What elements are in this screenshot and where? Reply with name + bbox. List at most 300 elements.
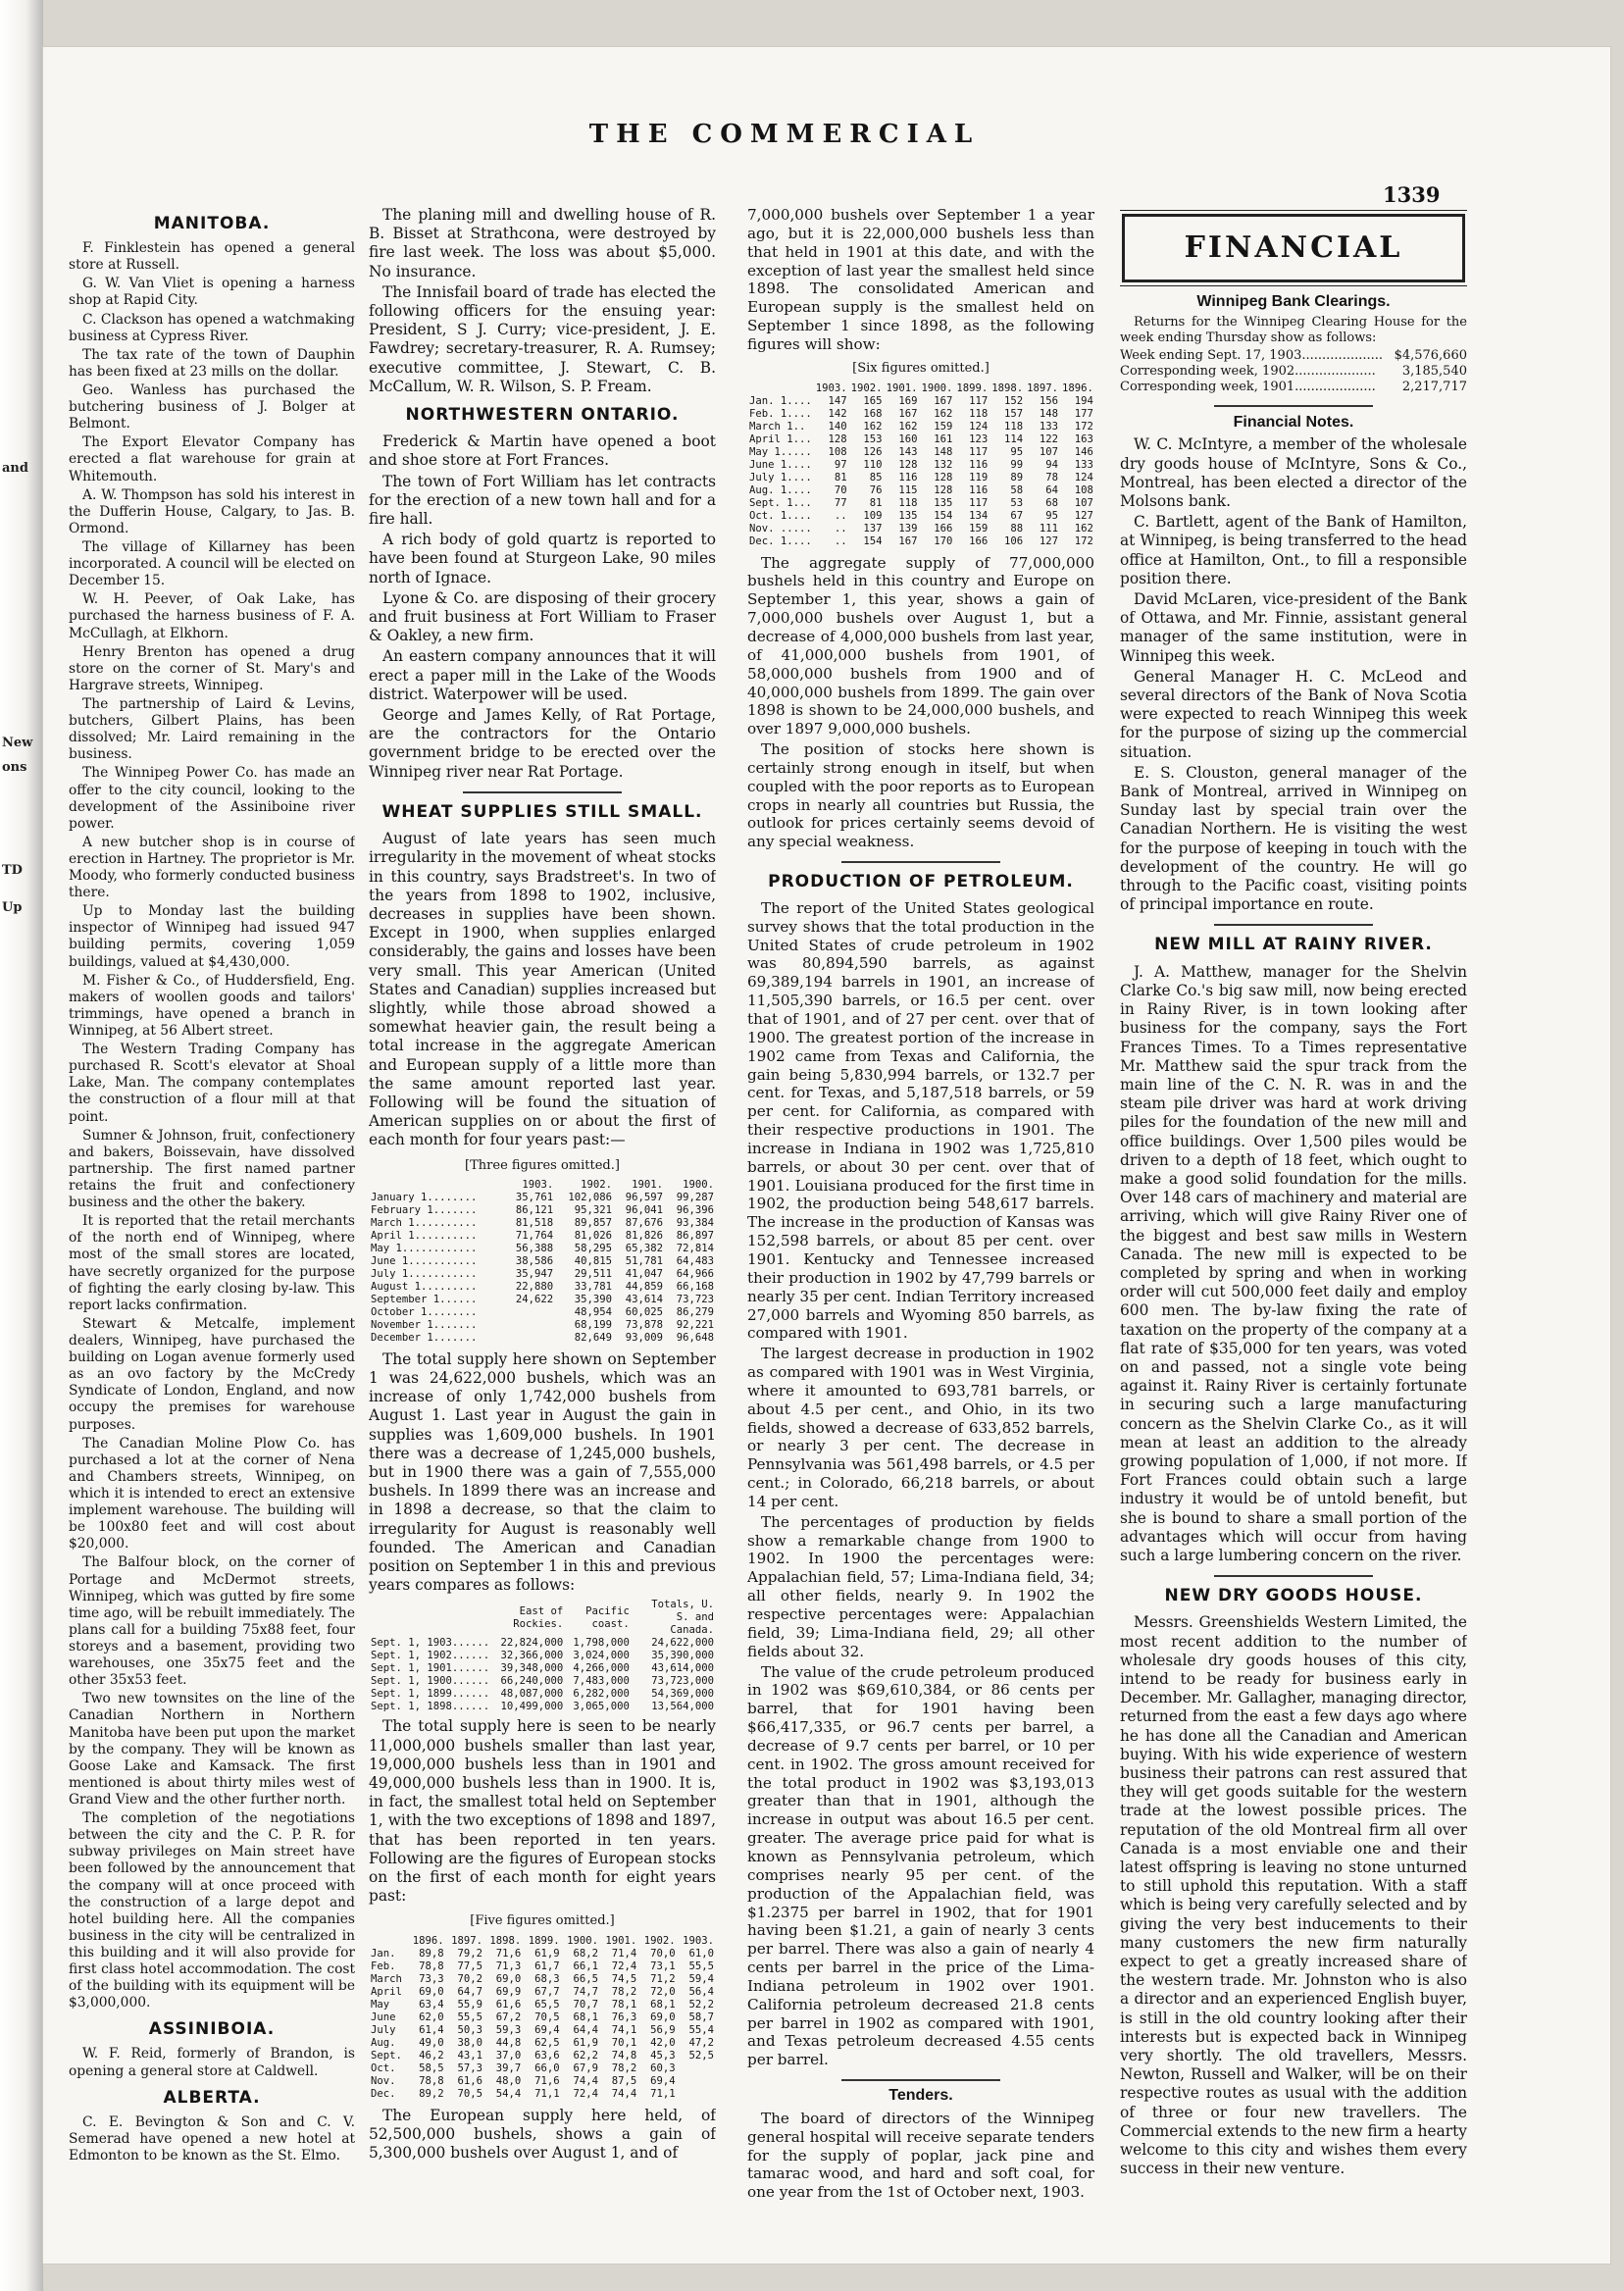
table-cell: .. (834, 522, 847, 535)
table-cell: 71,2 (650, 1972, 676, 1985)
column-header: 1898. (991, 382, 1024, 394)
table-row (369, 1319, 716, 1332)
news-item: The aggregate supply of 77,000,000 bushels held in this country and Europe on September 1, this year, shows a gain of 7,000,000 bushels over August 1, but a decrease of 4,000,000 bushels from last year, of 41,000,000 bushels from 1901, of 58,000,000 bushels from 1900 and of 40,000,000 bushels from 1899. The gain over 1898 is shown to be 24,000,000 bushels, and over 1897 9,000,000 bushels. (747, 553, 1094, 738)
table-cell: 61,4 (419, 2023, 444, 2036)
column-header: 1897. (1027, 382, 1059, 394)
news-item: The Canadian Moline Plow Co. has purchased a lot at the corner of Nena and Chambers streets, Winnipeg, on which it is intended to erect an extensive implement warehouse. The building will be 100x80 feet and will cost about $20,000. (69, 1435, 355, 1553)
table-cell: 35,947 (515, 1267, 554, 1280)
news-item: The Balfour block, on the corner of Portage and McDermot streets, Winnipeg, which was gutted by fire some time ago, will be rebuilt immediately. The plans call for a building 75x88 feet, four storeys and a basement, providing two warehouses, one 35x75 feet and the other 35x53 feet. (69, 1554, 355, 1689)
table-cell: 69,0 (650, 2011, 676, 2023)
news-item: It is reported that the retail merchants of the north end of Winnipeg, where most of the small stores are located, have secretly organized for the purpose of fighting the early closing by-law. This report lacks confirmation. (69, 1213, 355, 1313)
table-header-row (369, 1179, 716, 1192)
table-cell: 153 (863, 433, 883, 445)
news-item: An eastern company announces that it will erect a paper mill in the Lake of the Woods district. Waterpower will be used. (369, 647, 716, 703)
column-header: 1896. (1062, 382, 1093, 394)
table-cell: 135 (898, 509, 918, 522)
table-cell: Sept. 1, 1901...... (371, 1662, 490, 1675)
table-row (747, 497, 1094, 510)
table-cell: 69,4 (534, 2023, 560, 2036)
table-cell: 54,4 (495, 2087, 522, 2100)
table-cell: 22,880 (515, 1280, 554, 1293)
table-cell: 58,5 (419, 2062, 444, 2074)
bank-clearings-heading: Winnipeg Bank Clearings. (1196, 293, 1391, 310)
table-cell: 167 (934, 394, 953, 407)
table-cell: 24,622,000 (651, 1637, 714, 1650)
table-cell: 70,5 (457, 2087, 482, 2100)
northwestern-ontario-items (369, 433, 716, 782)
table-cell: 3,024,000 (573, 1650, 630, 1662)
news-item: W. H. Peever, of Oak Lake, has purchased the harness business of F. A. McCullagh, at Elkhorn. (69, 591, 355, 641)
news-item: E. S. Clouston, general manager of the Bank of Montreal, arrived in Winnipeg on Sunday last by special train over the Canadian Northern. He is visiting the west for the purpose of keeping in touch with the development of the country. He will go through to the Pacific coast, visiting points of principal importance en route. (1120, 763, 1467, 914)
table-cell: 55,9 (457, 1998, 482, 2011)
masthead: THE COMMERCIAL (588, 120, 981, 149)
table-cell: 67 (1010, 509, 1024, 522)
table-cell: 116 (898, 471, 918, 484)
table-cell: 68,199 (574, 1318, 613, 1331)
column-header: 1902. (850, 382, 883, 394)
table-cell: July 1........... (371, 1267, 478, 1280)
table-cell (504, 1319, 555, 1332)
table-cell: 61,9 (573, 2036, 598, 2049)
table-cell: 70 (834, 484, 847, 496)
column-header: 1903. (815, 382, 847, 394)
news-item: The Western Trading Company has purchased R. Scott's elevator at Shoal Lake, Man. The company contemplates the construction of a flour mill at that point. (69, 1042, 355, 1125)
table-cell: 172 (1074, 420, 1093, 433)
table-cell: May 1............ (371, 1242, 478, 1254)
table-cell: 69,9 (495, 1985, 522, 1998)
news-item: The Innisfail board of trade has elected the following officers for the ensuing year: President, S J. Curry; vice-president, J. E. Fawdrey; secretary-treasurer, R. A. Rumsey; executive committee, J. Stewart, C. B. McCallum, W. R. Wilson, S. P. Fream. (369, 282, 716, 395)
table-cell: July 1.... (749, 471, 812, 484)
table-cell: 64,4 (573, 2023, 598, 2036)
table-cell: Aug. (371, 2036, 396, 2049)
table-cell: 81 (834, 471, 847, 484)
table-row (747, 484, 1094, 497)
table-cell: 73,723 (676, 1293, 714, 1305)
table-cell: 32,366,000 (500, 1650, 564, 1662)
table-cell: 99 (1010, 458, 1024, 471)
table-cell: 66,240,000 (500, 1675, 564, 1688)
page-number: 1339 (1383, 182, 1441, 207)
table-cell: 60,025 (625, 1305, 663, 1318)
table-cell: April 1... (749, 433, 812, 445)
table-cell: Jan. 1.... (749, 394, 812, 407)
table-cell: 53 (1010, 496, 1024, 509)
news-item: A. W. Thompson has sold his interest in the Dufferin House, Calgary, to Jas. B. Ormond. (69, 486, 355, 536)
clearings-row: Week ending Sept. 17, 1903.................... $4,576,660 (1120, 348, 1467, 364)
table-title: [Three figures omitted.] (465, 1157, 620, 1173)
table-cell: 71,1 (650, 2087, 676, 2100)
table-cell: 111 (1039, 522, 1059, 535)
table-cell: 127 (1074, 509, 1093, 522)
table-cell: Jan. (371, 1947, 396, 1960)
news-item: The Export Elevator Company has erected a flat warehouse for grain at Whitemouth. (69, 434, 355, 484)
table-cell: 47,2 (688, 2036, 714, 2049)
wheat-mid: The total supply here shown on September 1 was 24,622,000 bushels, which was an increase of only 1,742,000 bushels from August 1. Last year in August the gain in supplies was 1,609,000 bushels. In 1901 there was a decrease of 1,245,000 bushels, but in 1900 there was a gain of 7,555,000 bushels. In 1899 there was an increase and in 1898 a decrease, so that the claim to irregularity for August is reasonably well founded. The American and Canadian position on September 1 in this and previous years compares as follows: (369, 1349, 716, 1595)
table-cell: 99,287 (676, 1191, 714, 1203)
news-item: M. Fisher & Co., of Huddersfield, Eng. makers of woollen goods and tailors' trimmings, have opened a branch in Winnipeg, at 56 Albert street. (69, 972, 355, 1040)
table-cell: 78,8 (419, 1960, 444, 1972)
table-cell: 64 (1045, 484, 1059, 496)
table-cell: 61,6 (457, 2074, 482, 2087)
table-row (369, 1192, 716, 1204)
table-cell: 88 (1010, 522, 1024, 535)
table-row (369, 2075, 716, 2088)
assiniboia-items (69, 2046, 355, 2079)
table-cell: May (371, 1998, 390, 2011)
news-item: G. W. Van Vliet is opening a harness shop at Rapid City. (69, 276, 355, 309)
table-cell: 61,9 (534, 1947, 560, 1960)
table-cell: 134 (969, 509, 989, 522)
table-cell: 35,390,000 (651, 1650, 714, 1662)
table-row (369, 1637, 716, 1650)
table-cell: 38,0 (457, 2036, 482, 2049)
news-item: The town of Fort William has let contracts for the erection of a new town hall and for a fire hall. (369, 472, 716, 529)
column-2-top-items (369, 206, 716, 396)
table-cell: 61,7 (534, 1960, 560, 1972)
table-cell: 60,3 (650, 2062, 676, 2074)
table-cell: 95,321 (574, 1203, 613, 1216)
table-cell: 170 (934, 535, 953, 547)
table-cell: 162 (898, 420, 918, 433)
table-cell: 117 (969, 445, 989, 458)
table-cell: 39,7 (495, 2062, 522, 2074)
news-item: Henry Brenton has opened a drug store on the corner of St. Mary's and Hargrave streets, Winnipeg. (69, 643, 355, 693)
table-cell: 116 (969, 458, 989, 471)
news-item: A new butcher shop is in course of erection in Hartney. The proprietor is Mr. Moody, who formerly conducted business there. (69, 834, 355, 901)
table-cell: Aug. 1.... (749, 484, 812, 496)
table-cell: Feb. (371, 1960, 396, 1972)
table-cell: Sept. 1... (749, 496, 812, 509)
table-row (747, 446, 1094, 459)
table-cell: 56,388 (515, 1242, 554, 1254)
column-header: Pacific coast. (585, 1604, 630, 1630)
table-cell: June 1........... (371, 1254, 478, 1267)
article-heading-wheat: WHEAT SUPPLIES STILL SMALL. (381, 801, 703, 822)
table-header-row (747, 382, 1094, 395)
table-row (369, 1230, 716, 1243)
table-row (369, 1243, 716, 1255)
table-cell: 56,9 (650, 2023, 676, 2036)
tenders-text: The board of directors of the Winnipeg general hospital will receive separate tenders for the supply of poplar, jack pine and tamarac wood, and hard and soft coal, for one year from the 1st of October next, 1903. (747, 2109, 1094, 2202)
table-cell: 48,0 (495, 2074, 522, 2087)
table-cell: 61,0 (688, 1947, 714, 1960)
column-2 (369, 206, 716, 2236)
table-cell: 133 (1039, 420, 1059, 433)
strip-text: New (2, 736, 33, 750)
table-cell: 93,009 (625, 1331, 663, 1344)
table-cell: Sept. (371, 2049, 402, 2062)
table-row (369, 1281, 716, 1294)
table-cell: 66,0 (534, 2062, 560, 2074)
table-cell: 64,7 (457, 1985, 482, 1998)
table-cell: 58,295 (574, 1242, 613, 1254)
table-cell: 42,0 (650, 2036, 676, 2049)
table-row (369, 2011, 716, 2024)
table-cell: 118 (1003, 420, 1024, 433)
table-cell: 71,4 (611, 1947, 637, 1960)
table-cell: 46,2 (419, 2049, 444, 2062)
table-cell: 140 (828, 420, 847, 433)
news-item: Stewart & Metcalfe, implement dealers, Winnipeg, have purchased the building on Logan avenue formerly used as an ovo factory by the McCredy Syndicate of London, England, and now occupy the premises for warehouse purposes. (69, 1315, 355, 1433)
column-3 (747, 206, 1094, 2226)
table-header-row (369, 1935, 716, 1948)
table-cell: 72,814 (676, 1242, 714, 1254)
table-cell: 78 (1045, 471, 1059, 484)
table-row (747, 421, 1094, 433)
table-row (369, 1960, 716, 1973)
table-row (369, 1204, 716, 1217)
table-cell: Sept. 1, 1900...... (371, 1675, 490, 1688)
table-cell: Sept. 1, 1898...... (371, 1701, 490, 1713)
news-item: The completion of the negotiations between the city and the C. P. R. for subway privileges on Main street have been followed by the announcement that the company will at once proceed with the construction of a large depot and hotel building here. All the companies business in the city will be centralized in this building and it will also provide for first class hotel accommodation. The cost of the building with its equipment will be $3,000,000. (69, 1810, 355, 2011)
table-cell: 124 (969, 420, 989, 433)
table-cell: 74,7 (573, 1985, 598, 1998)
column-4 (1120, 206, 1467, 2236)
table-cell: Feb. 1.... (749, 407, 812, 420)
table-cell: 4,266,000 (573, 1662, 630, 1675)
table-cell: 73,1 (650, 1960, 676, 1972)
column-header: 1901. (605, 1934, 637, 1947)
table-cell: 55,4 (688, 2023, 714, 2036)
table-cell: 45,3 (650, 2049, 676, 2062)
table-cell: 52,2 (688, 1998, 714, 2011)
table-cell: 92,221 (676, 1318, 714, 1331)
column-header: 1899. (956, 382, 989, 394)
table-cell: 66,1 (573, 1960, 598, 1972)
table-cell: Oct. (371, 2062, 396, 2074)
table-cell: 74,1 (611, 2023, 637, 2036)
table-cell: 37,0 (495, 2049, 522, 2062)
column-header: East of Rockies. (513, 1604, 564, 1630)
news-item: A rich body of gold quartz is reported to have been found at Sturgeon Lake, 90 miles north of Ignace. (369, 531, 716, 586)
table-cell: 110 (863, 458, 883, 471)
section-heading-alberta: ALBERTA. (163, 2087, 261, 2108)
news-item: F. Finklestein has opened a general store at Russell. (69, 240, 355, 274)
strip-text: TD (2, 863, 23, 878)
table-cell: November 1....... (371, 1318, 478, 1331)
column-1 (69, 206, 355, 2216)
table-cell: 124 (1074, 471, 1093, 484)
table-cell: 139 (898, 522, 918, 535)
table-cell: 89 (1010, 471, 1024, 484)
table-cell: 86,279 (676, 1305, 714, 1318)
table-cell: Oct. 1.... (749, 509, 812, 522)
table-cell: 167 (898, 407, 918, 420)
table-cell: March 1.. (749, 420, 806, 433)
table-cell: 128 (934, 484, 953, 496)
table-cell: 117 (969, 394, 989, 407)
table-cell: 162 (863, 420, 883, 433)
table-cell: 44,8 (495, 2036, 522, 2049)
table-cell: 65,5 (534, 1998, 560, 2011)
table-cell: 128 (934, 471, 953, 484)
table-cell: 64,483 (676, 1254, 714, 1267)
table-cell: 146 (1074, 445, 1093, 458)
table-cell: 95 (1010, 445, 1024, 458)
table-cell: 69,4 (650, 2074, 676, 2087)
table-cell: Dec. (371, 2087, 396, 2100)
news-item: The percentages of production by fields show a remarkable change from 1900 to 1902. In 1900 the percentages were: Appalachian field, 57; Lima-Indiana field, 34; all other fields, nearly 9. In 1902 the respective percentages were: Appalachian field, 39; Lima-Indiana field, 29; all other fields about 32. (747, 1512, 1094, 1660)
table-cell: 55,5 (457, 2011, 482, 2023)
column-header: 1900. (683, 1178, 714, 1191)
table-cell: 67,2 (495, 2011, 522, 2023)
table-cell: 50,3 (457, 2023, 482, 2036)
table-cell: 87,5 (611, 2074, 637, 2087)
table-cell: 148 (934, 445, 953, 458)
table-cell: 71,6 (495, 1947, 522, 1960)
financial-notes-items (1120, 435, 1467, 914)
table-cell: 59,4 (688, 1972, 714, 1985)
table-cell: 77,5 (457, 1960, 482, 1972)
table-cell: 97 (834, 458, 847, 471)
table-cell: March (371, 1972, 402, 1985)
table-cell: September 1...... (371, 1293, 478, 1305)
table-cell: July (371, 2023, 396, 2036)
wheat-intro: August of late years has seen much irregularity in the movement of wheat stocks in this country, says Bradstreet's. In two of the years from 1898 to 1902, inclusive, decreases in supplies have been shown. Except in 1900, when supplies enlarged considerably, the gains and losses have been very small. This year American (United States and Canadian) supplies increased but slightly, while those abroad showed a somewhat heavier gain, the result being a total increase in the aggregate American and European supply of a little more than the same amount reported last year. Following will be found the situation of American supplies on or about the first of each month for four years past:— (369, 830, 716, 1149)
table-header-row (369, 1599, 716, 1637)
wheat-tail: The European supply here held, of 52,500,000 bushels, shows a gain of 5,300,000 bushels over August 1, and of (369, 2106, 716, 2163)
table-cell: .. (834, 509, 847, 522)
table-cell: April (371, 1985, 402, 1998)
table-cell: 35,390 (574, 1293, 613, 1305)
table-cell: 64,966 (676, 1267, 714, 1280)
table-cell: March 1.......... (371, 1216, 478, 1229)
table-cell: 76,3 (611, 2011, 637, 2023)
table-cell: 74,4 (573, 2074, 598, 2087)
table-cell: 168 (863, 407, 883, 420)
table-row (747, 535, 1094, 548)
table-row (369, 1688, 716, 1701)
table-cell: 118 (898, 496, 918, 509)
news-item: The partnership of Laird & Levins, butchers, Gilbert Plains, has been dissolved; Mr. Laird remaining in the business. (69, 695, 355, 763)
table-cell: August 1......... (371, 1280, 478, 1293)
table-row (747, 510, 1094, 523)
table-cell: 35,761 (515, 1191, 554, 1203)
table-cell: 194 (1074, 394, 1093, 407)
table-cell: 118 (969, 407, 989, 420)
column-header: 1898. (489, 1934, 522, 1947)
table-cell: 68,1 (573, 2011, 598, 2023)
table-cell: 117 (969, 496, 989, 509)
table-cell: 51,781 (625, 1254, 663, 1267)
news-item: Two new townsites on the line of the Canadian Northern in Northern Manitoba have been put upon the market by the company. They will be known as Goose Lake and Kamsack. The first mentioned is about thirty miles west of Grand View and the other further north. (69, 1691, 355, 1807)
column-header: 1901. (632, 1178, 663, 1191)
table-cell: 72,4 (573, 2087, 598, 2100)
table-cell: 166 (969, 535, 989, 547)
table-cell: 152 (1003, 394, 1024, 407)
section-heading-northwestern-ontario: NORTHWESTERN ONTARIO. (405, 405, 680, 426)
table-row (369, 1973, 716, 1986)
european-stocks-table (369, 1935, 716, 2101)
financial-notes-heading: Financial Notes. (1233, 414, 1354, 432)
table-cell: 72,0 (650, 1985, 676, 1998)
table-cell: December 1....... (371, 1331, 478, 1344)
table-cell: 128 (828, 433, 847, 445)
table-row (369, 2037, 716, 2050)
wheat-supplies-table (369, 1179, 716, 1345)
table-cell: 54,369,000 (651, 1688, 714, 1701)
table-row (747, 433, 1094, 446)
clearings-list (1120, 348, 1467, 395)
table-cell: .. (834, 535, 847, 547)
table-cell (678, 2062, 716, 2075)
table-cell: 108 (828, 445, 847, 458)
table-cell: 162 (934, 407, 953, 420)
adjacent-page-strip (0, 0, 43, 2291)
table-cell: 163 (1074, 433, 1093, 445)
table-cell: 135 (934, 496, 953, 509)
table-row (747, 472, 1094, 484)
table-cell: 81 (869, 496, 883, 509)
col3-top: 7,000,000 bushels over September 1 a year ago, but it is 22,000,000 bushels less than that held in 1901 at this date, and with the exception of last year the smallest held since 1898. The consolidated American and European supply is the smallest held on September 1 since 1898, as the following figures will show: (747, 206, 1094, 353)
table-cell: 48,087,000 (500, 1688, 564, 1701)
table-cell: 89,8 (419, 1947, 444, 1960)
table-cell: 70,7 (573, 1998, 598, 2011)
wheat-end: The total supply here is seen to be nearly 11,000,000 bushels smaller than last year, 19,000,000 bushels less than in 1901 and 49,000,000 bushels less than in 1900. It is, in fact, the smallest total held on September 1, with the two exceptions of 1898 and 1897, that has been reported in ten years. Following are the figures of European stocks on the first of each month for eight years past: (369, 1717, 716, 1906)
table-cell: 128 (898, 458, 918, 471)
table-cell: June (371, 2011, 396, 2023)
table-cell: 52,5 (688, 2049, 714, 2062)
table-cell: 159 (934, 420, 953, 433)
table-cell: 169 (898, 394, 918, 407)
table-cell: 44,859 (625, 1280, 663, 1293)
table-cell: 76 (869, 484, 883, 496)
section-heading-manitoba: MANITOBA. (153, 214, 271, 233)
news-item: The largest decrease in production in 1902 as compared with 1901 was in West Virginia, where it amounted to 693,781 barrels, or about 4.5 per cent., and Ohio, in its two fields, showed a decrease of 633,852 barrels, or nearly 3 per cent. The decrease in Pennsylvania was 561,498 barrels, or 4.5 per cent.; in Colorado, 66,218 barrels, or about 14 per cent. (747, 1345, 1094, 1510)
article-heading-dry-goods: NEW DRY GOODS HOUSE. (1164, 1586, 1423, 1606)
table-cell: 86,897 (676, 1229, 714, 1242)
table-cell: 1,798,000 (573, 1637, 630, 1650)
table-cell: 89,2 (419, 2087, 444, 2100)
table-cell: 73,878 (625, 1318, 663, 1331)
table-cell: 86,121 (515, 1203, 554, 1216)
table-cell: 160 (898, 433, 918, 445)
divider (841, 2079, 1001, 2081)
table-cell: 43,614 (625, 1293, 663, 1305)
table-cell: 55,5 (688, 1960, 714, 1972)
table-cell: 71,3 (495, 1960, 522, 1972)
table-row (369, 1255, 716, 1268)
table-cell: 69,0 (419, 1985, 444, 1998)
table-cell: 115 (898, 484, 918, 496)
table-cell: 79,2 (457, 1947, 482, 1960)
table-cell: 72,4 (611, 1960, 637, 1972)
divider (841, 861, 1001, 863)
table-cell: 66,168 (676, 1280, 714, 1293)
table-row (369, 1662, 716, 1675)
table-cell: 10,499,000 (500, 1701, 564, 1713)
strip-text: Up (2, 900, 23, 915)
divider (1214, 924, 1374, 926)
table-cell: 94 (1045, 458, 1059, 471)
news-item: General Manager H. C. McLeod and several directors of the Bank of Nova Scotia were expected to reach Winnipeg this week for the purpose of sizing up the commercial situation. (1120, 667, 1467, 761)
table-cell: 62,0 (419, 2011, 444, 2023)
table-cell: 67,7 (534, 1985, 560, 1998)
table-cell: 167 (898, 535, 918, 547)
table-cell: 13,564,000 (651, 1701, 714, 1713)
table-row (369, 2050, 716, 2062)
table-cell: 96,597 (625, 1191, 663, 1203)
table-cell: 162 (1074, 522, 1093, 535)
table-cell: 70,2 (457, 1972, 482, 1985)
table-cell: 61,6 (495, 1998, 522, 2011)
table-title: [Six figures omitted.] (852, 360, 990, 376)
news-item: W. C. McIntyre, a member of the wholesale dry goods house of McIntyre, Sons & Co., Montreal, has been elected a director of the Molsons bank. (1120, 435, 1467, 511)
table-cell: Sept. 1, 1903...... (371, 1637, 490, 1650)
news-item: The report of the United States geological survey shows that the total production in the United States of crude petroleum in 1902 was 80,894,590 barrels, as against 69,389,194 barrels in 1901, an increase of 11,505,390 barrels, or 16.5 per cent. over that of 1901, and of 27 per cent. over that of 1900. The greatest portion of the increase in 1902 came from Texas and California, the gain being 5,830,994 barrels, or 132.7 per cent. for Texas, and 5,187,518 barrels, or 59 per cent. for California, as compared with their respective productions in 1901. The increase in Indiana in 1902 was 1,725,810 barrels, or about 30 per cent. over that of 1901. Louisiana produced for the first time in 1902, the production being 548,617 barrels. The increase in the production of Kansas was 152,598 barrels, or about 85 per cent. over 1901. Kentucky and Tennessee increased their production in 1902 by 47,799 barrels or nearly 35 per cent. Indian Territory increased 27,000 barrels and Wyoming 850 barrels, as compared with 1901. (747, 898, 1094, 1343)
table-cell: 81,026 (574, 1229, 613, 1242)
table-cell: 74,5 (611, 1972, 637, 1985)
